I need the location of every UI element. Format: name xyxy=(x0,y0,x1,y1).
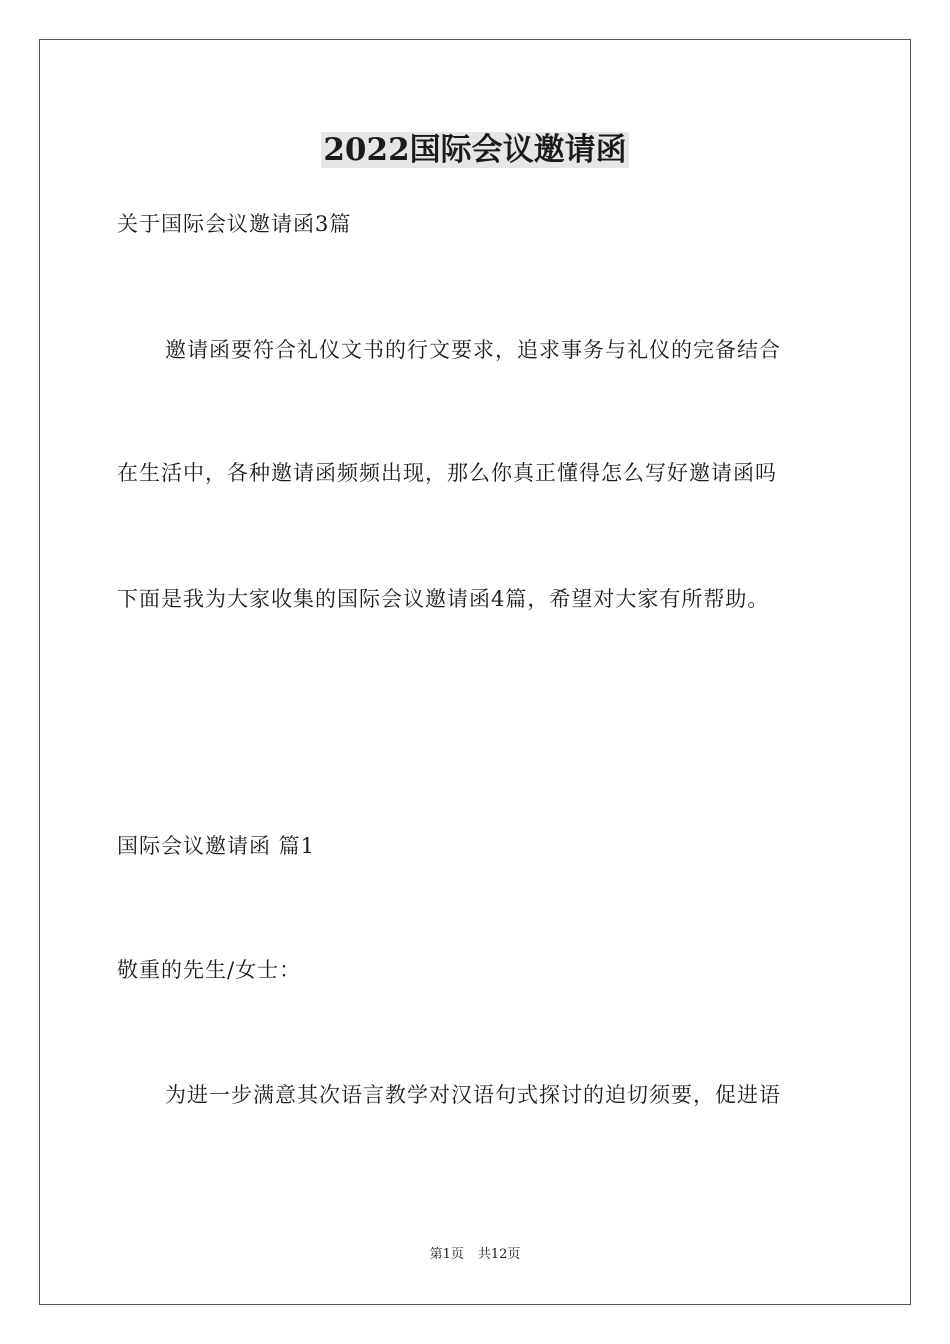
intro-line-2: 在生活中，各种邀请函频频出现，那么你真正懂得怎么写好邀请函吗 xyxy=(117,461,777,485)
page-footer xyxy=(0,1246,950,1264)
page-current: 第1页 xyxy=(429,1247,464,1262)
page-total: 共12页 xyxy=(477,1247,521,1262)
document-title xyxy=(0,128,950,172)
intro-line-3: 下面是我为大家收集的国际会议邀请函4篇，希望对大家有所帮助。 xyxy=(117,587,770,611)
body-line: 为进一步满意其次语言教学对汉语句式探讨的迫切须要，促进语 xyxy=(165,1083,781,1107)
document-subtitle: 关于国际会议邀请函3篇 xyxy=(117,212,352,236)
salutation: 敬重的先生/女士： xyxy=(117,958,302,982)
intro-line-1: 邀请函要符合礼仪文书的行文要求，追求事务与礼仪的完备结合 xyxy=(165,338,781,362)
section-heading: 国际会议邀请函 篇1 xyxy=(117,834,316,858)
document-title-text: 2022国际会议邀请函 xyxy=(323,132,627,168)
